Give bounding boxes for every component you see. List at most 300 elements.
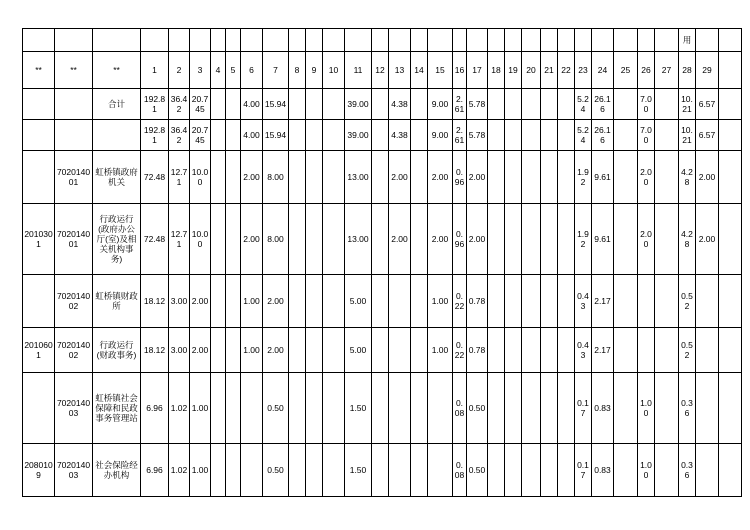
row-val-26: 1.00 xyxy=(638,373,655,444)
row-col1 xyxy=(23,120,55,151)
row-col1: 2010301 xyxy=(23,204,55,275)
row-val-6: 4.00 xyxy=(241,89,263,120)
row-col2: 702014002 xyxy=(55,275,93,328)
row-val-17: 0.78 xyxy=(467,275,488,328)
row-val-15 xyxy=(428,373,453,444)
row-val-17: 2.00 xyxy=(467,204,488,275)
row-col2: 702014002 xyxy=(55,328,93,373)
row-val-4 xyxy=(211,151,226,204)
row-val-4 xyxy=(211,89,226,120)
row-col3: 虹桥镇社会保障和民政事务管理站 xyxy=(93,373,141,444)
row-val-14 xyxy=(411,328,428,373)
cell-blank xyxy=(541,29,558,52)
table-row xyxy=(23,204,742,275)
row-val-9 xyxy=(306,89,323,120)
row-val-29 xyxy=(696,275,719,328)
row-val-24: 26.16 xyxy=(592,120,614,151)
row-val-24: 2.17 xyxy=(592,328,614,373)
row-val-8 xyxy=(289,444,306,497)
row-val-7: 0.50 xyxy=(263,373,289,444)
row-val-23: 5.24 xyxy=(575,120,592,151)
cell-blank xyxy=(614,29,638,52)
row-val-15: 9.00 xyxy=(428,120,453,151)
row-val-20 xyxy=(522,89,541,120)
row-val-5 xyxy=(226,275,241,328)
header-col-14: 14 xyxy=(411,52,428,89)
row-val-1: 6.96 xyxy=(141,373,169,444)
header-col-18: 18 xyxy=(488,52,505,89)
row-val-19 xyxy=(505,151,522,204)
row-val-22 xyxy=(558,89,575,120)
row-val-16: 0.08 xyxy=(453,373,467,444)
row-val-15: 1.00 xyxy=(428,275,453,328)
row-val-28: 0.52 xyxy=(679,328,696,373)
cell-blank xyxy=(558,29,575,52)
cell-blank xyxy=(592,29,614,52)
row-val-12 xyxy=(372,151,389,204)
row-val-2: 36.42 xyxy=(169,89,190,120)
row-val-20 xyxy=(522,151,541,204)
row-val-7: 15.94 xyxy=(263,120,289,151)
row-col1: 2080109 xyxy=(23,444,55,497)
row-val-13 xyxy=(389,444,411,497)
row-val-7: 0.50 xyxy=(263,444,289,497)
row-val-9 xyxy=(306,275,323,328)
row-val-2: 3.00 xyxy=(169,328,190,373)
row-val-21 xyxy=(541,444,558,497)
row-val-14 xyxy=(411,151,428,204)
header-col-7: 7 xyxy=(263,52,289,89)
row-val-2: 1.02 xyxy=(169,373,190,444)
row-val-3: 20.745 xyxy=(190,120,211,151)
table-top-row xyxy=(23,29,742,52)
row-val-29: 6.57 xyxy=(696,120,719,151)
row-val-10 xyxy=(323,275,345,328)
row-val-1: 72.48 xyxy=(141,204,169,275)
row-val-16: 0.22 xyxy=(453,328,467,373)
row-val-10 xyxy=(323,151,345,204)
header-col-21: 21 xyxy=(541,52,558,89)
row-val-28: 0.52 xyxy=(679,275,696,328)
row-val-2: 12.71 xyxy=(169,204,190,275)
cell-blank xyxy=(719,328,742,373)
row-col2 xyxy=(55,120,93,151)
row-val-13: 4.38 xyxy=(389,89,411,120)
row-val-27 xyxy=(655,444,679,497)
row-val-29: 2.00 xyxy=(696,151,719,204)
table-row xyxy=(23,89,742,120)
cell-blank xyxy=(411,29,428,52)
row-val-16: 0.96 xyxy=(453,204,467,275)
header-col-26: 26 xyxy=(638,52,655,89)
row-val-18 xyxy=(488,275,505,328)
row-val-27 xyxy=(655,373,679,444)
cell-blank xyxy=(141,29,169,52)
row-val-5 xyxy=(226,444,241,497)
header-col-17: 17 xyxy=(467,52,488,89)
header-col-22: 22 xyxy=(558,52,575,89)
cell-blank xyxy=(345,29,372,52)
row-col3: 行政运行(财政事务) xyxy=(93,328,141,373)
header-star-3: ** xyxy=(93,52,141,89)
row-val-22 xyxy=(558,373,575,444)
row-val-21 xyxy=(541,89,558,120)
row-val-18 xyxy=(488,151,505,204)
row-val-6: 1.00 xyxy=(241,328,263,373)
row-val-19 xyxy=(505,275,522,328)
row-val-11: 13.00 xyxy=(345,204,372,275)
header-col-3: 3 xyxy=(190,52,211,89)
cell-blank xyxy=(719,275,742,328)
row-val-20 xyxy=(522,373,541,444)
row-val-17: 5.78 xyxy=(467,89,488,120)
row-val-12 xyxy=(372,373,389,444)
row-val-2: 1.02 xyxy=(169,444,190,497)
row-col1 xyxy=(23,151,55,204)
row-val-19 xyxy=(505,328,522,373)
row-val-3: 1.00 xyxy=(190,373,211,444)
row-val-25 xyxy=(614,151,638,204)
row-val-9 xyxy=(306,151,323,204)
row-col2: 702014003 xyxy=(55,444,93,497)
row-val-29: 2.00 xyxy=(696,204,719,275)
row-val-5 xyxy=(226,89,241,120)
row-val-5 xyxy=(226,328,241,373)
cell-blank xyxy=(719,204,742,275)
cell-blank xyxy=(23,29,55,52)
header-col-5: 5 xyxy=(226,52,241,89)
row-val-6: 1.00 xyxy=(241,275,263,328)
row-val-25 xyxy=(614,204,638,275)
row-val-6: 2.00 xyxy=(241,204,263,275)
row-val-18 xyxy=(488,444,505,497)
row-val-13: 2.00 xyxy=(389,151,411,204)
row-val-16: 0.08 xyxy=(453,444,467,497)
cell-blank xyxy=(289,29,306,52)
row-val-24: 0.83 xyxy=(592,373,614,444)
row-val-21 xyxy=(541,373,558,444)
row-val-6: 4.00 xyxy=(241,120,263,151)
header-col-29: 29 xyxy=(696,52,719,89)
row-col2 xyxy=(55,89,93,120)
row-val-27 xyxy=(655,328,679,373)
row-val-15: 9.00 xyxy=(428,89,453,120)
row-val-25 xyxy=(614,373,638,444)
row-val-6: 2.00 xyxy=(241,151,263,204)
row-val-12 xyxy=(372,275,389,328)
row-val-14 xyxy=(411,89,428,120)
row-val-20 xyxy=(522,120,541,151)
row-val-13: 2.00 xyxy=(389,204,411,275)
row-val-3: 20.745 xyxy=(190,89,211,120)
row-col1 xyxy=(23,275,55,328)
row-val-5 xyxy=(226,120,241,151)
cell-blank xyxy=(55,29,93,52)
header-col-27: 27 xyxy=(655,52,679,89)
row-val-1: 18.12 xyxy=(141,328,169,373)
row-val-17: 0.50 xyxy=(467,373,488,444)
row-val-5 xyxy=(226,373,241,444)
cell-blank xyxy=(211,29,226,52)
row-val-16: 2.61 xyxy=(453,89,467,120)
row-col2: 702014001 xyxy=(55,151,93,204)
row-val-11: 5.00 xyxy=(345,328,372,373)
header-col-24: 24 xyxy=(592,52,614,89)
row-val-4 xyxy=(211,275,226,328)
row-val-2: 3.00 xyxy=(169,275,190,328)
header-col-9: 9 xyxy=(306,52,323,89)
row-val-13 xyxy=(389,373,411,444)
row-val-25 xyxy=(614,89,638,120)
row-val-24: 2.17 xyxy=(592,275,614,328)
row-val-13 xyxy=(389,328,411,373)
row-val-10 xyxy=(323,204,345,275)
row-val-15: 2.00 xyxy=(428,151,453,204)
row-val-22 xyxy=(558,204,575,275)
row-val-18 xyxy=(488,328,505,373)
row-val-4 xyxy=(211,373,226,444)
cell-blank xyxy=(522,29,541,52)
row-val-23: 1.92 xyxy=(575,151,592,204)
cell-blank xyxy=(190,29,211,52)
header-col-8: 8 xyxy=(289,52,306,89)
row-val-8 xyxy=(289,275,306,328)
row-val-28: 10.21 xyxy=(679,89,696,120)
row-val-13: 4.38 xyxy=(389,120,411,151)
header-col-16: 16 xyxy=(453,52,467,89)
row-val-9 xyxy=(306,373,323,444)
row-val-7: 8.00 xyxy=(263,204,289,275)
row-val-28: 4.28 xyxy=(679,204,696,275)
header-col-1: 1 xyxy=(141,52,169,89)
row-val-14 xyxy=(411,373,428,444)
row-val-11: 1.50 xyxy=(345,444,372,497)
row-val-14 xyxy=(411,204,428,275)
row-val-23: 0.43 xyxy=(575,328,592,373)
row-val-23: 1.92 xyxy=(575,204,592,275)
row-val-20 xyxy=(522,275,541,328)
row-val-25 xyxy=(614,120,638,151)
row-val-21 xyxy=(541,151,558,204)
cell-blank xyxy=(719,373,742,444)
row-val-25 xyxy=(614,444,638,497)
row-val-7: 2.00 xyxy=(263,275,289,328)
row-val-18 xyxy=(488,204,505,275)
table-header-row xyxy=(23,52,742,89)
row-val-3: 10.00 xyxy=(190,151,211,204)
row-val-20 xyxy=(522,444,541,497)
row-val-16: 0.96 xyxy=(453,151,467,204)
cell-blank xyxy=(169,29,190,52)
row-val-21 xyxy=(541,120,558,151)
row-val-11: 5.00 xyxy=(345,275,372,328)
row-val-3: 10.00 xyxy=(190,204,211,275)
cell-blank xyxy=(306,29,323,52)
row-val-28: 0.36 xyxy=(679,373,696,444)
cell-blank xyxy=(372,29,389,52)
row-val-2: 12.71 xyxy=(169,151,190,204)
row-val-8 xyxy=(289,373,306,444)
row-val-17: 2.00 xyxy=(467,151,488,204)
row-val-15 xyxy=(428,444,453,497)
top-right-label: 用 xyxy=(679,29,696,52)
row-val-9 xyxy=(306,444,323,497)
row-val-17: 0.50 xyxy=(467,444,488,497)
table-row xyxy=(23,120,742,151)
row-val-4 xyxy=(211,444,226,497)
row-val-26 xyxy=(638,328,655,373)
row-val-20 xyxy=(522,204,541,275)
row-val-11: 1.50 xyxy=(345,373,372,444)
row-val-13 xyxy=(389,275,411,328)
row-val-4 xyxy=(211,204,226,275)
row-val-28: 0.36 xyxy=(679,444,696,497)
row-val-27 xyxy=(655,275,679,328)
row-val-27 xyxy=(655,120,679,151)
row-val-26: 7.00 xyxy=(638,89,655,120)
cell-blank xyxy=(428,29,453,52)
row-val-1: 72.48 xyxy=(141,151,169,204)
row-val-22 xyxy=(558,275,575,328)
row-val-7: 2.00 xyxy=(263,328,289,373)
row-val-19 xyxy=(505,89,522,120)
row-val-24: 9.61 xyxy=(592,204,614,275)
header-col-13: 13 xyxy=(389,52,411,89)
header-col-25: 25 xyxy=(614,52,638,89)
row-val-9 xyxy=(306,328,323,373)
row-val-19 xyxy=(505,120,522,151)
row-val-12 xyxy=(372,89,389,120)
table-row xyxy=(23,444,742,497)
row-val-23: 0.17 xyxy=(575,373,592,444)
row-val-27 xyxy=(655,151,679,204)
header-col-2: 2 xyxy=(169,52,190,89)
row-val-26: 2.00 xyxy=(638,204,655,275)
cell-blank xyxy=(453,29,467,52)
header-star-2: ** xyxy=(55,52,93,89)
row-val-29 xyxy=(696,328,719,373)
row-val-19 xyxy=(505,204,522,275)
header-col-20: 20 xyxy=(522,52,541,89)
row-val-29: 6.57 xyxy=(696,89,719,120)
table-row xyxy=(23,373,742,444)
row-col2: 702014001 xyxy=(55,204,93,275)
header-col-28: 28 xyxy=(679,52,696,89)
row-val-26: 7.00 xyxy=(638,120,655,151)
row-col3: 行政运行(政府办公厅(室)及相关机构事务) xyxy=(93,204,141,275)
row-val-3: 2.00 xyxy=(190,328,211,373)
row-val-8 xyxy=(289,328,306,373)
row-val-16: 2.61 xyxy=(453,120,467,151)
row-val-12 xyxy=(372,444,389,497)
row-col1: 2010601 xyxy=(23,328,55,373)
cell-blank xyxy=(488,29,505,52)
row-val-16: 0.22 xyxy=(453,275,467,328)
row-val-8 xyxy=(289,120,306,151)
row-val-12 xyxy=(372,204,389,275)
spreadsheet-container xyxy=(22,28,728,497)
row-col2: 702014003 xyxy=(55,373,93,444)
row-col1 xyxy=(23,373,55,444)
cell-blank xyxy=(719,444,742,497)
row-val-22 xyxy=(558,120,575,151)
row-col3: 合计 xyxy=(93,89,141,120)
row-val-19 xyxy=(505,444,522,497)
header-col-19: 19 xyxy=(505,52,522,89)
row-col3: 社会保险经办机构 xyxy=(93,444,141,497)
cell-blank xyxy=(655,29,679,52)
row-val-23: 5.24 xyxy=(575,89,592,120)
row-val-29 xyxy=(696,373,719,444)
row-val-8 xyxy=(289,151,306,204)
row-val-19 xyxy=(505,373,522,444)
cell-blank xyxy=(719,120,742,151)
row-val-27 xyxy=(655,204,679,275)
cell-blank xyxy=(638,29,655,52)
row-val-10 xyxy=(323,373,345,444)
row-val-9 xyxy=(306,204,323,275)
header-col-12: 12 xyxy=(372,52,389,89)
row-val-20 xyxy=(522,328,541,373)
budget-table xyxy=(22,28,742,497)
cell-blank xyxy=(696,29,719,52)
cell-blank xyxy=(719,52,742,89)
row-val-21 xyxy=(541,328,558,373)
row-val-18 xyxy=(488,120,505,151)
row-val-10 xyxy=(323,444,345,497)
row-val-10 xyxy=(323,328,345,373)
row-val-22 xyxy=(558,444,575,497)
header-col-23: 23 xyxy=(575,52,592,89)
row-val-14 xyxy=(411,120,428,151)
table-row xyxy=(23,151,742,204)
row-val-26: 2.00 xyxy=(638,151,655,204)
header-col-10: 10 xyxy=(323,52,345,89)
row-val-25 xyxy=(614,275,638,328)
row-val-15: 1.00 xyxy=(428,328,453,373)
row-col1 xyxy=(23,89,55,120)
row-val-6 xyxy=(241,444,263,497)
cell-blank xyxy=(719,29,742,52)
row-val-10 xyxy=(323,89,345,120)
row-val-1: 18.12 xyxy=(141,275,169,328)
row-val-5 xyxy=(226,204,241,275)
cell-blank xyxy=(323,29,345,52)
row-val-27 xyxy=(655,89,679,120)
cell-blank xyxy=(241,29,263,52)
row-val-26: 1.00 xyxy=(638,444,655,497)
row-val-25 xyxy=(614,328,638,373)
row-val-6 xyxy=(241,373,263,444)
cell-blank xyxy=(719,89,742,120)
table-row xyxy=(23,275,742,328)
row-val-15: 2.00 xyxy=(428,204,453,275)
cell-blank xyxy=(467,29,488,52)
row-val-24: 26.16 xyxy=(592,89,614,120)
row-val-11: 39.00 xyxy=(345,120,372,151)
row-val-23: 0.17 xyxy=(575,444,592,497)
row-val-12 xyxy=(372,120,389,151)
row-val-1: 192.81 xyxy=(141,89,169,120)
cell-blank xyxy=(719,151,742,204)
row-val-22 xyxy=(558,151,575,204)
header-star-1: ** xyxy=(23,52,55,89)
row-val-17: 5.78 xyxy=(467,120,488,151)
row-val-5 xyxy=(226,151,241,204)
row-val-7: 15.94 xyxy=(263,89,289,120)
row-val-17: 0.78 xyxy=(467,328,488,373)
row-val-14 xyxy=(411,444,428,497)
